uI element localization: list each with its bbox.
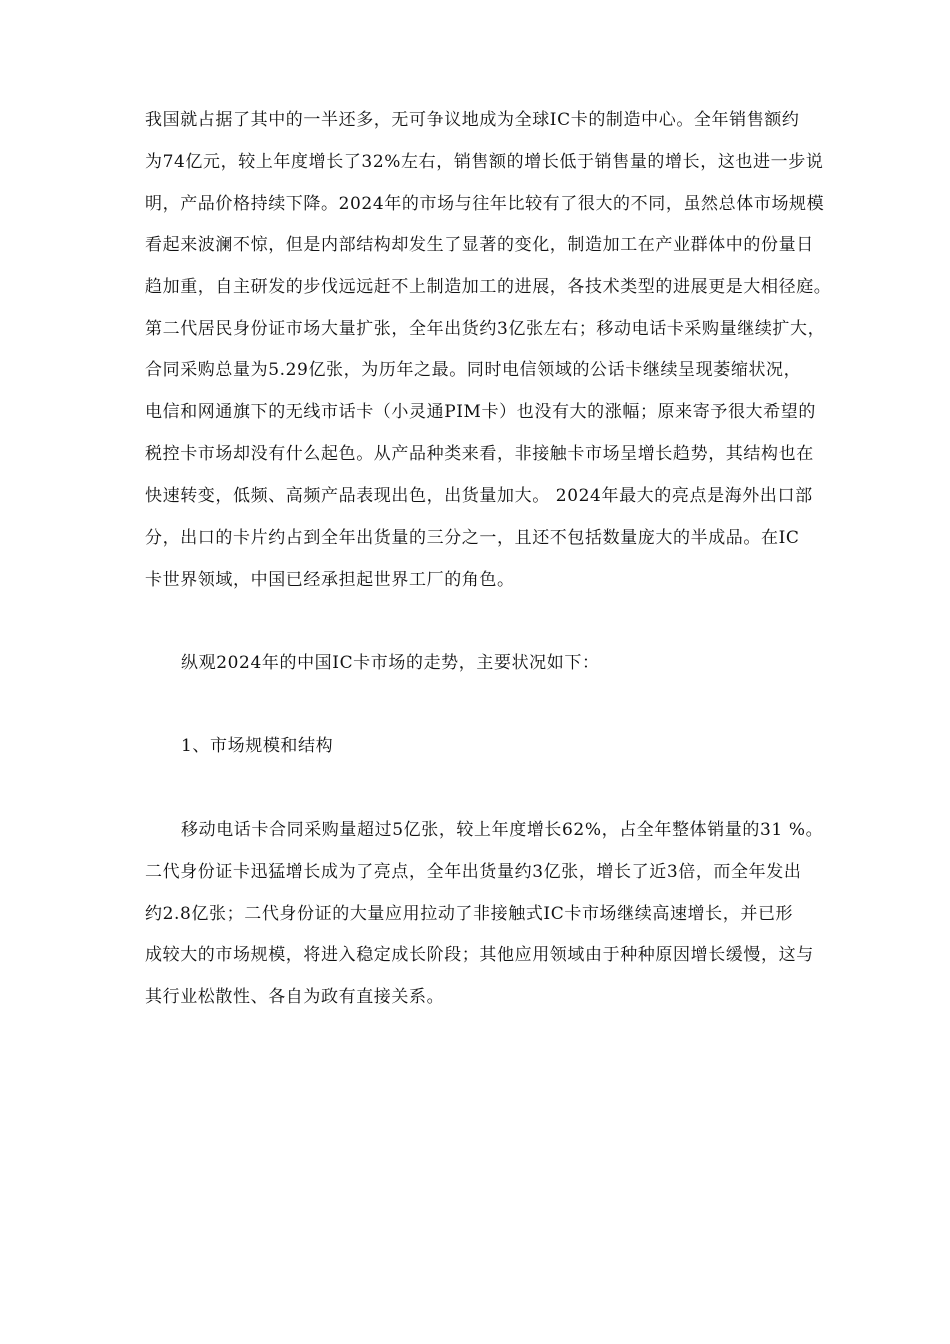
text-line: 约2.8亿张；二代身份证的大量应用拉动了非接触式IC卡市场继续高速增长，并已形 [145,904,794,924]
summary-paragraph: 纵观2024年的中国IC卡市场的走势，主要状况如下： [181,653,600,673]
text-line: 合同采购总量为5.29亿张，为历年之最。同时电信领域的公话卡继续呈现萎缩状况， [145,360,802,380]
text-line: 明，产品价格持续下降。2024年的市场与往年比较有了很大的不同，虽然总体市场规模 [145,194,825,214]
text-line: 税控卡市场却没有什么起色。从产品种类来看，非接触卡市场呈增长趋势，其结构也在 [145,444,814,464]
text-line: 我国就占据了其中的一半还多，无可争议地成为全球IC卡的制造中心。全年销售额约 [145,110,800,130]
text-line: 分，出口的卡片约占到全年出货量的三分之一，且还不包括数量庞大的半成品。在IC [145,528,800,548]
text-line: 成较大的市场规模，将进入稳定成长阶段；其他应用领域由于种种原因增长缓慢，这与 [145,945,814,965]
text-line: 看起来波澜不惊，但是内部结构却发生了显著的变化，制造加工在产业群体中的份量日 [145,235,814,255]
text-line: 二代身份证卡迅猛增长成为了亮点，全年出货量约3亿张，增长了近3倍，而全年发出 [145,862,802,882]
text-line: 趋加重，自主研发的步伐远远赶不上制造加工的进展，各技术类型的进展更是大相径庭。 [145,277,832,297]
text-line: 快速转变，低频、高频产品表现出色，出货量加大。 2024年最大的亮点是海外出口部 [145,486,813,506]
text-line: 电信和网通旗下的无线市话卡（小灵通PIM卡）也没有大的涨幅；原来寄予很大希望的 [145,402,816,422]
text-line: 卡世界领域，中国已经承担起世界工厂的角色。 [145,570,515,590]
section-heading: 1、市场规模和结构 [181,736,334,756]
text-line: 其行业松散性、各自为政有直接关系。 [145,987,445,1007]
text-line: 第二代居民身份证市场大量扩张，全年出货约3亿张左右；移动电话卡采购量继续扩大， [145,319,826,339]
text-line: 移动电话卡合同采购量超过5亿张，较上年度增长62%，占全年整体销量的31 %。 [181,820,824,840]
text-line: 为74亿元，较上年度增长了32%左右，销售额的增长低于销售量的增长，这也进一步说 [145,152,824,172]
